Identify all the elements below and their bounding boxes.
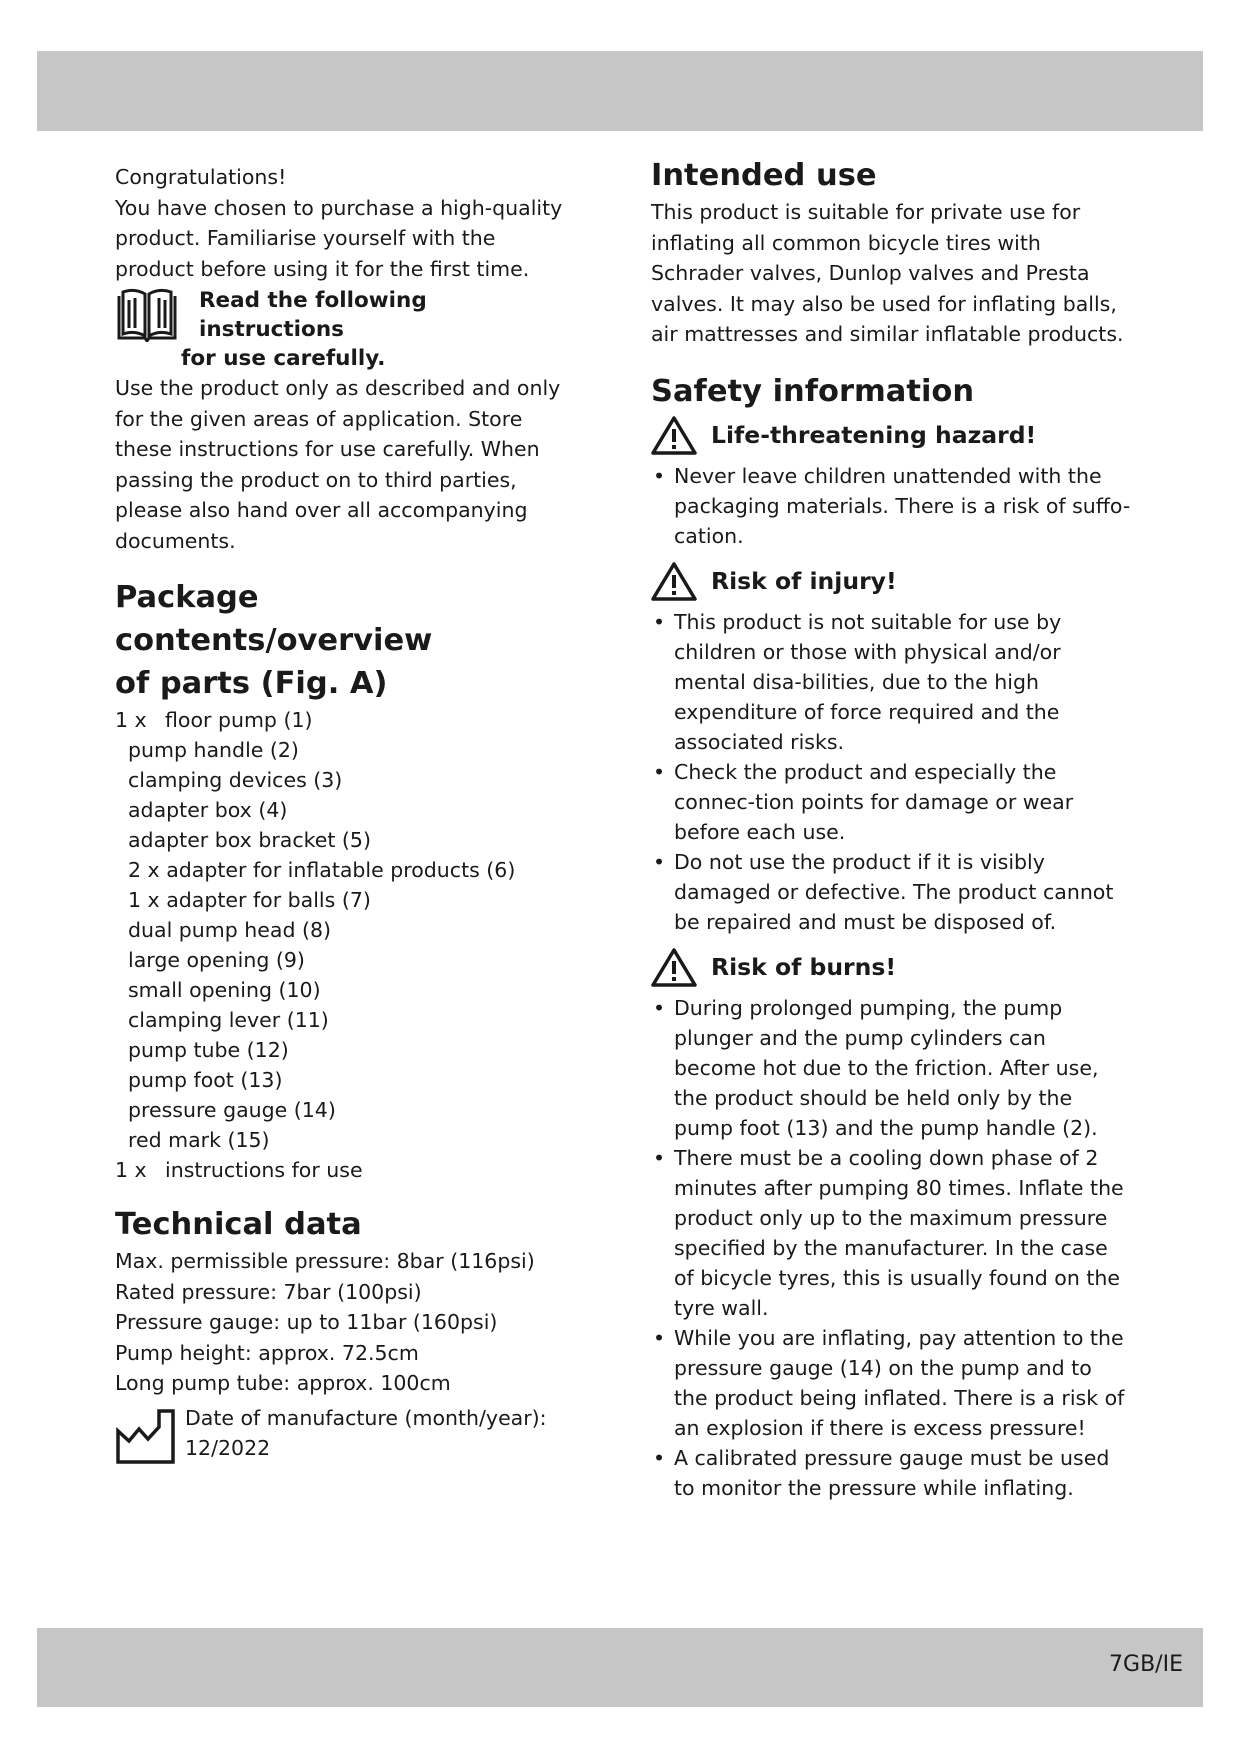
package-part: pressure gauge (14) [128,1098,336,1122]
package-label: floor pump (1) [165,708,313,732]
footer-band [37,1628,1203,1707]
technical-heading: Technical data [115,1207,362,1242]
read-notice-line1: Read the following instructions [199,288,427,342]
technical-line: Max. permissible pressure: 8bar (116psi) [115,1249,535,1273]
package-part: clamping devices (3) [128,768,343,792]
safety-heading: Safety information [651,373,975,409]
package-part: pump handle (2) [128,738,299,762]
warning-item: • There must be a cooling down phase of 2 minutes after pumping 80 times. Inflate the product only up to the maximum pressure specified by the manufacturer. In the case of bicycle tyres, this is usually found on the tyre wall. [651,1143,1131,1323]
package-heading-line2: of parts (Fig. A) [115,666,388,701]
intended-use-heading: Intended use [651,158,877,193]
warning-list [651,461,1131,551]
warning-item: • This product is not suitable for use by children or those with physical and/or mental disa-bilities, due to the high expenditure of force required and the associated risks. [651,607,1131,757]
warning-item: • Check the product and especially the connec-tion points for damage or wear before each use. [651,757,1131,847]
warning-list [651,607,1131,937]
package-part: adapter box (4) [128,798,288,822]
warning-life-threatening [651,415,1131,455]
right-column [651,158,1131,1503]
intended-use-text: This product is suitable for private use for inflating all common bicycle tires with Schrader valves, Dunlop valves and Presta valves. It may also be used for inflating balls, air mattresses and similar inflatable products. [651,200,1124,346]
warning-triangle-icon [651,561,697,601]
intro-greeting: Congratulations! [115,165,287,189]
package-part: pump foot (13) [128,1068,283,1092]
read-instructions-notice [115,286,577,373]
warning-item: • While you are inflating, pay attention to the pressure gauge (14) on the pump and to the product being inflated. There is a risk of an explosion if there is excess pressure! [651,1323,1131,1443]
package-part: dual pump head (8) [128,918,332,942]
package-part: small opening (10) [128,978,321,1002]
warning-title: Risk of injury! [711,566,897,595]
package-heading [115,576,577,705]
warning-burns [651,947,1131,987]
intro-text: You have chosen to purchase a high-quality product. Familiarise yourself with the product before using it for the first time. [115,195,563,281]
package-qty: 1 x [115,1158,147,1182]
package-label: instructions for use [165,1158,363,1182]
technical-line: Long pump tube: approx. 100cm [115,1371,451,1395]
package-part: adapter box bracket (5) [128,828,371,852]
package-item-instructions [115,1155,577,1185]
warning-item: • Never leave children unattended with the packaging materials. There is a risk of suffo-cation. [651,461,1131,551]
header-band [37,51,1203,131]
warning-item: • Do not use the product if it is visibly damaged or defective. The product cannot be repaired and must be disposed of. [651,847,1131,937]
usage-text: Use the product only as described and only for the given areas of application. Store these instructions for use carefully. When passing the product on to third parties, please also hand over all accompanying documents. [115,376,561,553]
manufacture-label: Date of manufacture (month/year): [185,1405,547,1430]
manufacture-date: 12/2022 [185,1435,271,1460]
package-part: 1 x adapter for balls (7) [128,888,371,912]
package-item-floor-pump [115,705,577,735]
warning-triangle-icon [651,415,697,455]
technical-line: Rated pressure: 7bar (100psi) [115,1279,422,1304]
factory-icon [115,1407,177,1465]
left-column [115,162,577,1465]
warning-item: • A calibrated pressure gauge must be used to monitor the pressure while inflating. [651,1443,1131,1503]
warning-list [651,993,1131,1503]
open-book-icon [115,288,179,342]
warning-title: Life-threatening hazard! [711,420,1037,449]
warning-item: • During prolonged pumping, the pump plunger and the pump cylinders can become hot due to the friction. After use, the product should be held only by the pump foot (13) and the pump handle (2). [651,993,1131,1143]
technical-line: Pressure gauge: up to 11bar (160psi) [115,1310,498,1334]
package-part: large opening (9) [128,948,305,972]
manufacture-date-block [115,1403,577,1465]
package-part: red mark (15) [128,1128,270,1152]
page-number: 7GB/IE [1109,1652,1183,1677]
read-notice-text [181,286,577,373]
warning-triangle-icon [651,947,697,987]
package-part: 2 x adapter for inflatable products (6) [128,858,516,882]
package-contents-list [115,705,577,1185]
warning-injury [651,561,1131,601]
manufacture-text [185,1403,547,1463]
package-part: clamping lever (11) [128,1008,329,1032]
read-notice-line2: for use carefully. [181,346,386,371]
package-qty: 1 x [115,708,147,732]
package-part: pump tube (12) [128,1038,289,1062]
technical-data [115,1246,577,1399]
technical-line: Pump height: approx. 72.5cm [115,1340,419,1365]
warning-title: Risk of burns! [711,952,897,981]
package-heading-line1: Package contents/overview [115,580,433,658]
